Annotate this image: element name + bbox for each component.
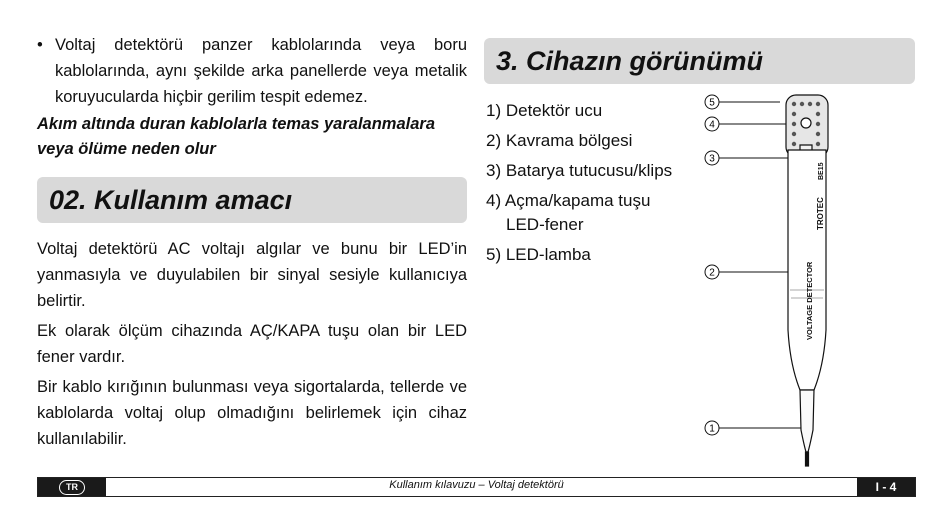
usage-paragraph-3: Bir kablo kırığının bulunması veya sigortalarda, tellerde ve kablolarda voltaj olup olmadığını belirlemek için cihaz kullanılabilir. [37, 378, 467, 448]
list-item: 4) Açma/kapama tuşu [486, 191, 651, 210]
callout-2-label: 2 [709, 267, 715, 279]
page-number: I - 4 [857, 478, 915, 496]
list-item: 2) Kavrama bölgesi [486, 131, 633, 150]
voltage-detector-illustration [700, 90, 840, 470]
callout-1-label: 1 [709, 423, 715, 435]
section-usage-title: 02. Kullanım amacı [49, 184, 293, 215]
section-view-title: 3. Cihazın görünümü [496, 45, 763, 76]
intro-bullet [37, 32, 467, 110]
list-item: 3) Batarya tutucusu/klips [486, 161, 673, 180]
warning-text: Akım altında duran kablolarla temas yaralanmalara veya ölüme neden olur [37, 115, 436, 158]
model-text: BE15 [818, 162, 825, 180]
section-usage-heading [37, 177, 467, 223]
list-item-continuation: LED-fener [506, 215, 584, 234]
usage-paragraph-2: Ek olarak ölçüm cihazında AÇ/KAPA tuşu olan bir LED fener vardır. [37, 322, 467, 366]
list-item: 1) Detektör ucu [486, 101, 603, 120]
callout-4-label: 4 [709, 119, 715, 131]
footer-bar [37, 477, 916, 497]
usage-paragraph-1: Voltaj detektörü AC voltajı algılar ve bunu bir LED’in yanmasıyla ve duyulabilen bir sinyal sesiyle kullanıcıya belirtir. [37, 240, 467, 310]
section-view-heading [484, 38, 915, 84]
body-label-text: VOLTAGE DETECTOR [805, 261, 814, 340]
left-column [37, 32, 467, 162]
intro-bullet-text: Voltaj detektörü panzer kablolarında veya boru kablolarında, aynı şekilde arka panellerde veya metalik koruyucularda hiçbir gerilim tespit edemez. [55, 36, 467, 106]
bullet-marker: • [37, 36, 43, 54]
footer-title: Kullanım kılavuzu – Voltaj detektörü [389, 479, 564, 491]
parts-list [486, 96, 696, 270]
callout-5-label: 5 [709, 97, 715, 109]
brand-text: TROTEC [816, 197, 825, 230]
language-badge: TR [59, 480, 85, 495]
callout-3-label: 3 [709, 153, 715, 165]
power-button [801, 118, 811, 128]
list-item: 5) LED-lamba [486, 245, 591, 264]
